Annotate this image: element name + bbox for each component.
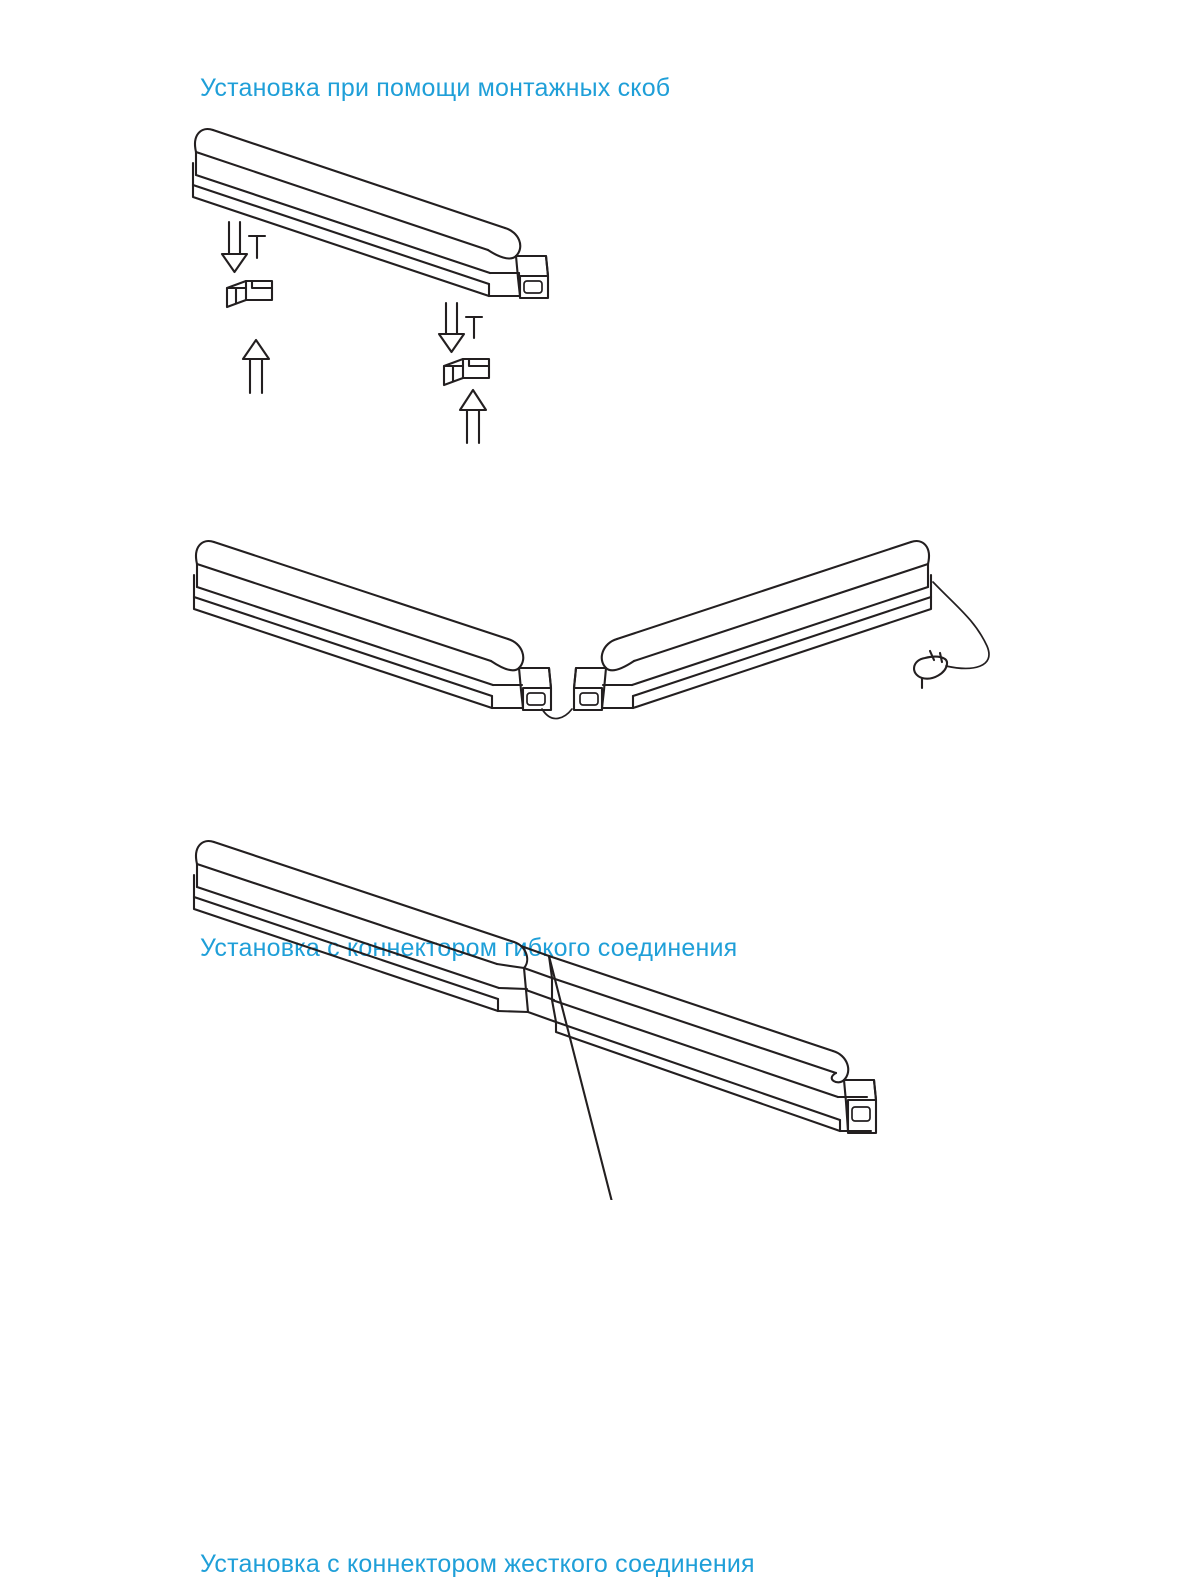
power-plug — [914, 651, 947, 688]
section-rigid-connector — [0, 770, 1200, 1578]
screw-1 — [249, 236, 265, 258]
linear-led-luminaire-left — [194, 541, 551, 710]
screw-2 — [466, 317, 482, 338]
mounting-clip-1 — [227, 281, 272, 307]
mounting-clip-2 — [444, 359, 489, 385]
linear-led-luminaire-right — [574, 541, 931, 710]
diagram-mounting-clips — [0, 0, 1200, 460]
up-arrow-1 — [243, 340, 269, 393]
section-mounting-clips — [0, 0, 1200, 460]
up-arrow-2 — [460, 390, 486, 443]
diagram-rigid-connector — [0, 770, 1200, 1200]
section-flexible-connector — [0, 460, 1200, 962]
diagram-flexible-connector — [0, 460, 1200, 770]
rigid-connector — [497, 942, 556, 1022]
section-title-mounting-clips: Установка при помощи монтажных скоб — [200, 74, 671, 102]
linear-led-luminaire-upper — [194, 841, 514, 1011]
section-title-flexible-connector: Установка с коннектором гибкого соединения — [200, 934, 738, 962]
down-arrow-1 — [222, 222, 247, 272]
linear-led-luminaire — [193, 129, 548, 298]
down-arrow-2 — [439, 303, 464, 352]
section-title-rigid-connector: Установка с коннектором жесткого соединения — [200, 1550, 755, 1578]
linear-led-luminaire-lower — [549, 956, 876, 1200]
